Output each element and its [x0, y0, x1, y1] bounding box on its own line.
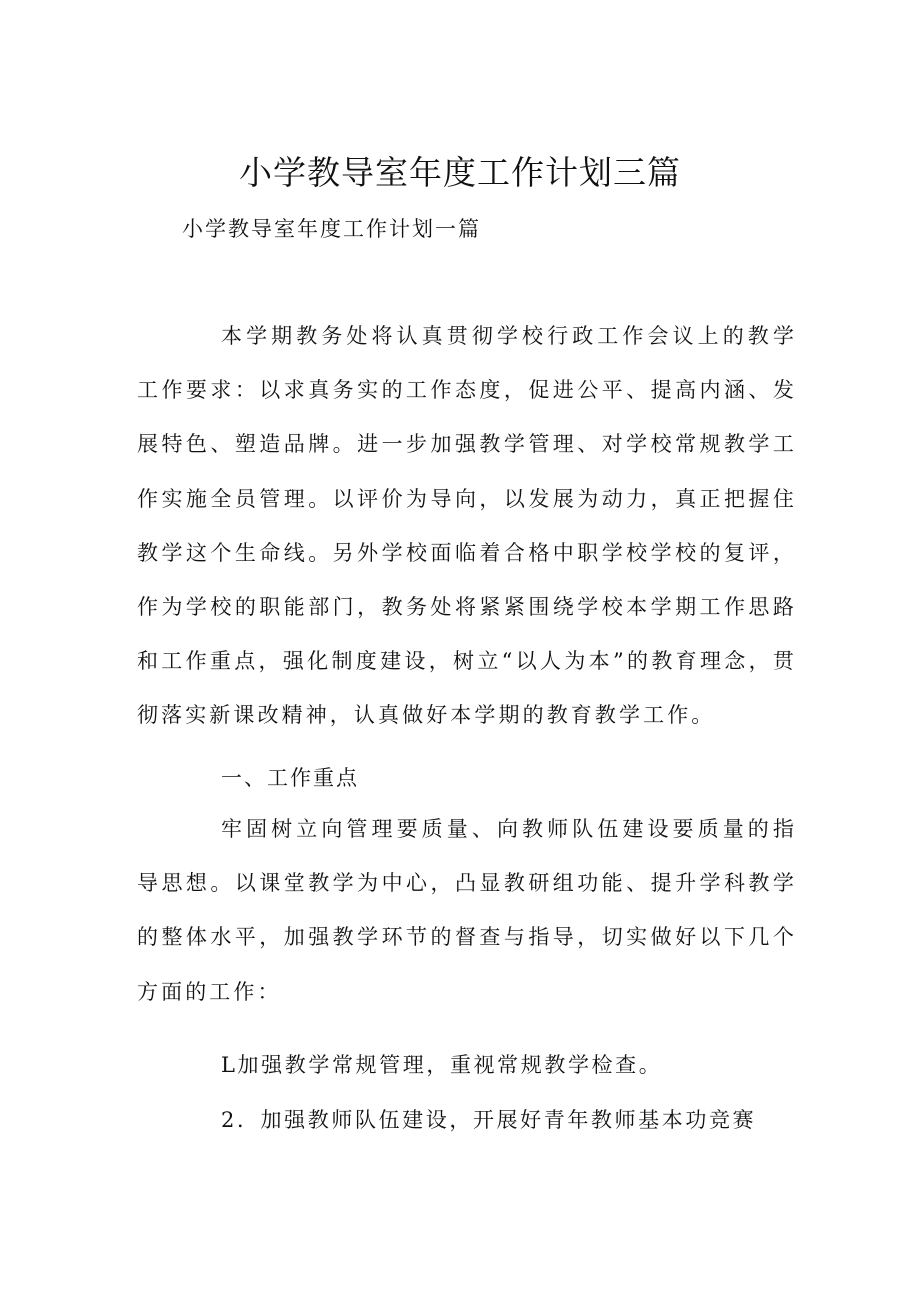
list-item: 2．加强教师队伍建设，开展好青年教师基本功竞赛	[221, 1108, 757, 1132]
focus-paragraph: 牢固树立向管理要质量、向教师队伍建设要质量的指导思想。以课堂教学为中心，凸显教研组功能、提升学科教学的整体水平，加强教学环节的督查与指导，切实做好以下几个方面的工作：	[137, 817, 797, 1004]
document-subtitle: 小学教导室年度工作计划一篇	[182, 217, 481, 241]
intro-paragraph: 本学期教务处将认真贯彻学校行政工作会议上的教学工作要求：以求真务实的工作态度，促进公平、提高内涵、发展特色、塑造品牌。进一步加强教学管理、对学校常规教学工作实施全员管理。以评价为导向，以发展为动力，真正把握住教学这个生命线。另外学校面临着合格中职学校学校的复评，作为学校的职能部门，教务处将紧紧围绕学校本学期工作思路和工作重点，强化制度建设，树立“以人为本”的教育理念，贯彻落实新课改精神，认真做好本学期的教育教学工作。	[137, 324, 797, 728]
document-title: 小学教导室年度工作计划三篇	[239, 153, 681, 192]
section-heading: 一、工作重点	[221, 766, 359, 790]
list-item: L加强教学常规管理，重视常规教学检查。	[221, 1053, 663, 1077]
